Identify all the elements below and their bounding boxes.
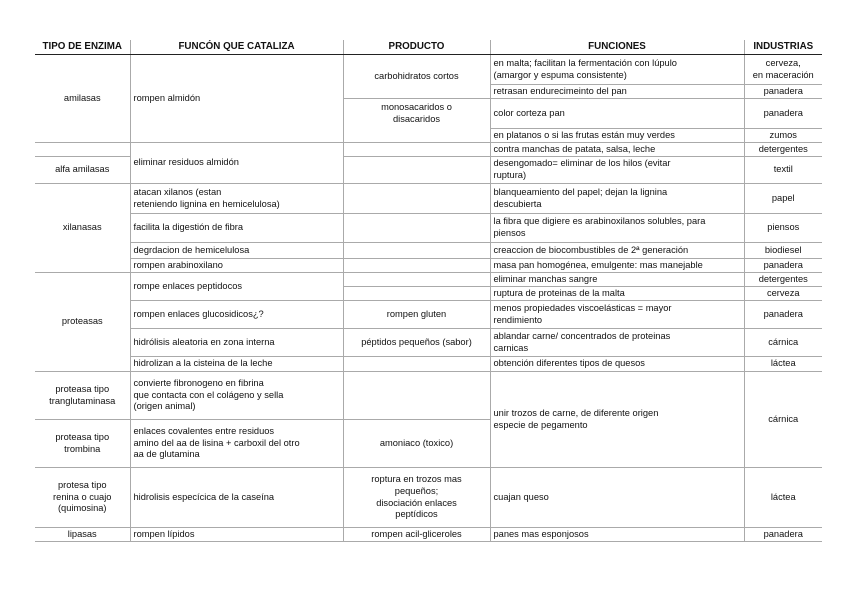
header-producto: PRODUCTO — [343, 40, 490, 55]
industry-cell: papel — [744, 184, 822, 214]
header-row — [35, 40, 822, 55]
industry-cell: láctea — [744, 468, 822, 528]
function-cell: rompen arabinoxilano — [130, 259, 343, 273]
table-row — [35, 143, 822, 157]
functions-cell: color corteza pan — [490, 99, 744, 129]
functions-cell: desengomado= eliminar de los hilos (evitar ruptura) — [490, 157, 744, 184]
functions-cell: ablandar carne/ concentrados de proteinas carnicas — [490, 329, 744, 357]
enzyme-type-cell: proteasa tipo tranglutaminasa — [35, 372, 130, 420]
industry-cell: biodiesel — [744, 243, 822, 259]
table-row — [35, 214, 822, 243]
industry-cell: cárnica — [744, 372, 822, 468]
industry-cell: panadera — [744, 99, 822, 129]
function-cell: atacan xilanos (estan reteniendo lignina en hemicelulosa) — [130, 184, 343, 214]
function-cell: facilita la digestión de fibra — [130, 214, 343, 243]
functions-cell: la fibra que digiere es arabinoxilanos solubles, para piensos — [490, 214, 744, 243]
function-cell: rompe enlaces peptidocos — [130, 273, 343, 301]
industry-cell: cerveza — [744, 287, 822, 301]
header-tipo: TIPO DE ENZIMA — [35, 40, 130, 55]
product-cell: rompen gluten — [343, 301, 490, 329]
functions-cell: creaccion de biocombustibles de 2ª generación — [490, 243, 744, 259]
function-cell: rompen enlaces glucosidicos¿? — [130, 301, 343, 329]
industry-cell: textil — [744, 157, 822, 184]
functions-cell: cuajan queso — [490, 468, 744, 528]
functions-cell: menos propiedades viscoelásticas = mayor rendimiento — [490, 301, 744, 329]
enzyme-type-cell: protesa tipo renina o cuajo (quimosina) — [35, 468, 130, 528]
functions-cell: eliminar manchas sangre — [490, 273, 744, 287]
product-cell: rompen acil-gliceroles — [343, 528, 490, 542]
function-cell: convierte fibronogeno en fibrina que contacta con el colágeno y sella (origen animal) — [130, 372, 343, 420]
industry-cell: cerveza, en maceración — [744, 55, 822, 85]
enzyme-type-cell: amilasas — [35, 55, 130, 143]
product-cell: amoniaco (toxico) — [343, 420, 490, 468]
enzyme-type-cell: alfa amilasas — [35, 157, 130, 184]
functions-cell: obtención diferentes tipos de quesos — [490, 357, 744, 372]
product-cell — [343, 143, 490, 157]
industry-cell: zumos — [744, 129, 822, 143]
table-row — [35, 184, 822, 214]
product-cell — [343, 259, 490, 273]
enzyme-type-cell: lipasas — [35, 528, 130, 542]
table-row — [35, 372, 822, 420]
functions-cell: en malta; facilitan la fermentación con lúpulo (amargor y espuma consistente) — [490, 55, 744, 85]
table-row — [35, 301, 822, 329]
product-cell — [343, 273, 490, 287]
product-cell — [343, 372, 490, 420]
industry-cell: piensos — [744, 214, 822, 243]
table-row — [35, 329, 822, 357]
industry-cell: panadera — [744, 301, 822, 329]
industry-cell: cárnica — [744, 329, 822, 357]
enzyme-table — [35, 40, 822, 542]
product-cell — [343, 287, 490, 301]
industry-cell: detergentes — [744, 273, 822, 287]
enzyme-type-cell: proteasas — [35, 273, 130, 372]
table-row — [35, 468, 822, 528]
enzyme-type-cell: xilanasas — [35, 184, 130, 273]
function-cell: eliminar residuos almidón — [130, 143, 343, 184]
functions-cell: retrasan endurecimeinto del pan — [490, 85, 744, 99]
product-cell — [343, 214, 490, 243]
product-cell — [343, 184, 490, 214]
industry-cell: panadera — [744, 528, 822, 542]
function-cell: enlaces covalentes entre residuos amino del aa de lisina + carboxil del otro aa de glutamina — [130, 420, 343, 468]
header-funcion: FUNCÓN QUE CATALIZA — [130, 40, 343, 55]
product-cell: péptidos pequeños (sabor) — [343, 329, 490, 357]
industry-cell: detergentes — [744, 143, 822, 157]
product-cell — [343, 157, 490, 184]
industry-cell: panadera — [744, 259, 822, 273]
enzyme-type-cell: proteasa tipo trombina — [35, 420, 130, 468]
industry-cell: láctea — [744, 357, 822, 372]
function-cell: hidrolisis especícica de la caseína — [130, 468, 343, 528]
table-row — [35, 357, 822, 372]
functions-cell: en platanos o si las frutas están muy verdes — [490, 129, 744, 143]
function-cell: hidrólisis aleatoria en zona interna — [130, 329, 343, 357]
product-cell: roptura en trozos mas pequeños; disociación enlaces peptídicos — [343, 468, 490, 528]
product-cell: carbohidratos cortos — [343, 55, 490, 99]
function-cell: rompen lípidos — [130, 528, 343, 542]
function-cell: rompen almidón — [130, 55, 343, 143]
function-cell: degrdacion de hemicelulosa — [130, 243, 343, 259]
enzyme-type-cell — [35, 143, 130, 157]
product-cell — [343, 357, 490, 372]
table-row — [35, 259, 822, 273]
header-industrias: INDUSTRIAS — [744, 40, 822, 55]
functions-cell: panes mas esponjosos — [490, 528, 744, 542]
functions-cell: ruptura de proteinas de la malta — [490, 287, 744, 301]
table-row — [35, 55, 822, 85]
functions-cell: unir trozos de carne, de diferente origen especie de pegamento — [490, 372, 744, 468]
table-row — [35, 273, 822, 287]
table-row — [35, 243, 822, 259]
product-cell: monosacaridos o disacaridos — [343, 99, 490, 143]
product-cell — [343, 243, 490, 259]
functions-cell: blanqueamiento del papel; dejan la lignina descubierta — [490, 184, 744, 214]
functions-cell: contra manchas de patata, salsa, leche — [490, 143, 744, 157]
industry-cell: panadera — [744, 85, 822, 99]
table-row — [35, 528, 822, 542]
header-funciones: FUNCIONES — [490, 40, 744, 55]
functions-cell: masa pan homogénea, emulgente: mas manejable — [490, 259, 744, 273]
function-cell: hidrolizan a la cisteina de la leche — [130, 357, 343, 372]
